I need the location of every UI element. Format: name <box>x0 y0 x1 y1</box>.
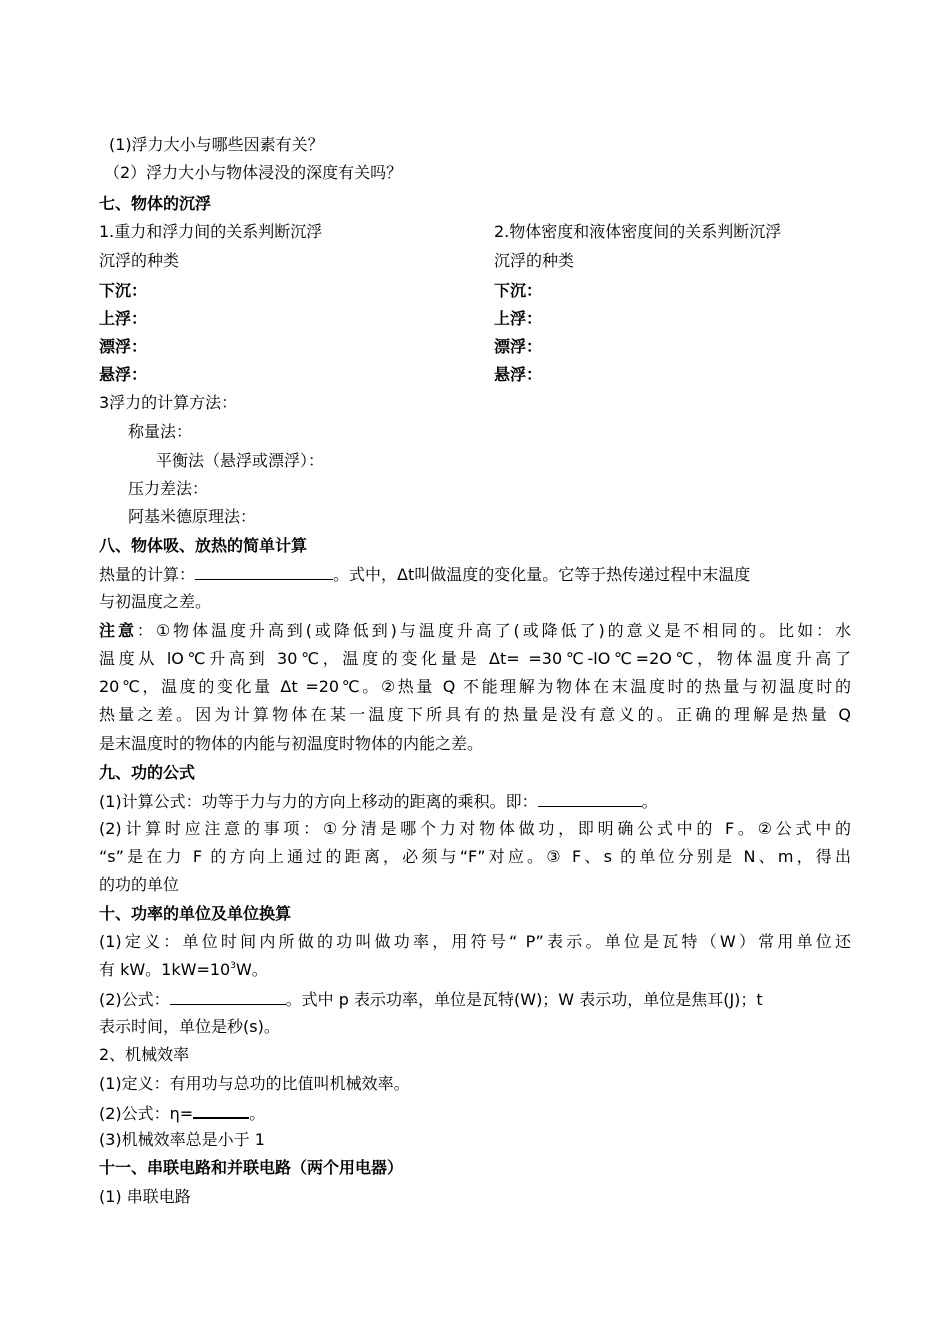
note-line-5: 是末温度时的物体的内能与初温度时物体的内能之差。 <box>99 734 484 753</box>
column-1-kinds-label: 沉浮的种类 <box>99 251 180 270</box>
work-formula-suffix: 。 <box>641 792 658 811</box>
column-2-suspend: 悬浮： <box>494 365 543 384</box>
column-2-kinds-label: 沉浮的种类 <box>494 251 575 270</box>
work-formula-prefix: (1)计算公式：功等于力与力的方向上移动的距离的乘积。即： <box>99 792 538 811</box>
section-7-heading: 七、物体的沉浮 <box>99 194 212 213</box>
question-2: （2）浮力大小与物体浸没的深度有关吗？ <box>104 163 403 182</box>
work-notes-line-1: (2)计算时应注意的事项：①分清是哪个力对物体做功，即明确公式中的 F。②公式中的 <box>99 819 851 838</box>
heat-formula-prefix: 热量的计算： <box>99 565 196 584</box>
work-formula-line <box>99 790 851 813</box>
method-pressure-difference: 压力差法： <box>128 479 209 498</box>
heat-formula-line-2: 与初温度之差。 <box>99 592 212 611</box>
section-9-heading: 九、功的公式 <box>99 763 196 782</box>
series-circuit-item: (1) 串联电路 <box>99 1187 191 1206</box>
method-balance: 平衡法（悬浮或漂浮）： <box>156 451 325 470</box>
note-label: 注意 <box>99 621 137 640</box>
column-1-rise: 上浮： <box>99 309 148 328</box>
column-1-float: 漂浮： <box>99 337 148 356</box>
note-line-4: 热量之差。因为计算物体在某一温度下所具有的热量是没有意义的。正确的理解是热量 Q <box>99 705 851 724</box>
power-definition-line-2 <box>99 959 851 981</box>
method-archimedes: 阿基米德原理法： <box>128 507 257 526</box>
note-line-2: 温度从 lO℃升高到 30℃，温度的变化量是 Δt= =30℃-lO℃=2O℃，物体温度升高了 <box>99 649 851 668</box>
efficiency-formula-prefix: (2)公式：η= <box>99 1104 194 1123</box>
work-formula-blank <box>538 790 642 807</box>
efficiency-formula-line <box>99 1101 851 1125</box>
section-8-heading: 八、物体吸、放热的简单计算 <box>99 536 308 555</box>
power-definition-line-1: (1)定义：单位时间内所做的功叫做功率，用符号“ P”表示。单位是瓦特（W）常用单位还 <box>99 932 851 951</box>
section-10-heading: 十、功率的单位及单位换算 <box>99 904 292 923</box>
efficiency-note: (3)机械效率总是小于 1 <box>99 1130 265 1149</box>
heat-formula-blank <box>195 563 333 580</box>
power-unit-suffix: W。 <box>235 960 268 979</box>
section-11-heading: 十一、串联电路和并联电路（两个用电器） <box>99 1158 404 1177</box>
heat-formula-suffix: 。式中，Δt叫做温度的变化量。它等于热传递过程中末温度 <box>333 565 751 584</box>
work-notes-line-3: 的功的单位 <box>99 875 180 894</box>
work-notes-line-2: “s”是在力 F 的方向上通过的距离，必须与“F”对应。③ F、s 的单位分别是 N、m，得出 <box>99 847 851 866</box>
note-text-1: ：①物体温度升高到(或降低到)与温度升高了(或降低了)的意义是不相同的。比如：水 <box>136 621 851 640</box>
power-formula-suffix: 。式中 p 表示功率，单位是瓦特(W)；W 表示功，单位是焦耳(J)；t <box>285 990 763 1009</box>
efficiency-definition: (1)定义：有用功与总功的比值叫机械效率。 <box>99 1074 410 1093</box>
column-2-float: 漂浮： <box>494 337 543 356</box>
note-line-3: 20℃，温度的变化量 Δt =20℃。②热量 Q 不能理解为物体在末温度时的热量与初温度时的 <box>99 677 851 696</box>
efficiency-formula-suffix: 。 <box>249 1104 266 1123</box>
power-formula-prefix: (2)公式： <box>99 990 170 1009</box>
column-1-suspend: 悬浮： <box>99 365 148 384</box>
column-2-title: 2.物体密度和液体密度间的关系判断沉浮 <box>494 222 782 241</box>
efficiency-title: 2、机械效率 <box>99 1045 190 1064</box>
note-line-1 <box>99 620 851 642</box>
power-formula-line <box>99 988 851 1011</box>
heat-formula-line <box>99 563 851 586</box>
power-exponent: 3 <box>230 961 236 971</box>
power-formula-blank <box>170 988 286 1005</box>
column-1-sink: 下沉： <box>99 281 148 300</box>
efficiency-formula-blank <box>193 1101 249 1119</box>
power-formula-line-2: 表示时间，单位是秒(s)。 <box>99 1017 280 1036</box>
column-2-sink: 下沉： <box>494 281 543 300</box>
column-1-title: 1.重力和浮力间的关系判断沉浮 <box>99 222 323 241</box>
question-1: (1)浮力大小与哪些因素有关？ <box>109 135 324 154</box>
power-unit-text: 有 kW。1kW=10 <box>99 960 231 979</box>
method-weighing: 称量法： <box>128 422 193 441</box>
column-2-rise: 上浮： <box>494 309 543 328</box>
buoyancy-calc-title: 3浮力的计算方法： <box>99 393 238 412</box>
